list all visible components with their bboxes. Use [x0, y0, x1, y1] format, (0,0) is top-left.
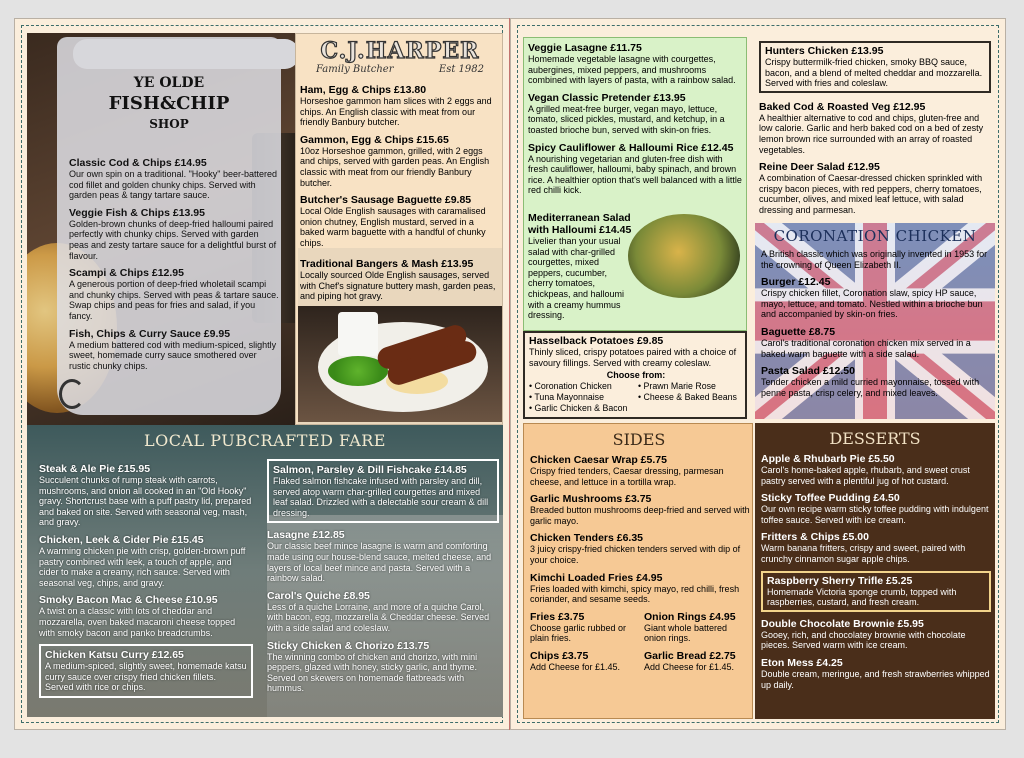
- menu-item: [761, 618, 991, 651]
- item-desc: A grilled meat-free burger, vegan mayo, lettuce, tomato, sliced pickles, mustard, and ketchup, in a toasted brioche bun, served with skin-on fries.: [528, 103, 725, 135]
- item-name: Onion Rings £4.95: [644, 610, 736, 623]
- coronation-title: CORONATION CHICKEN: [773, 227, 977, 245]
- menu-item: [761, 531, 991, 564]
- item-desc: A warming chicken pie with crisp, golden-brown puff pastry combined with leek, a touch of apple, and cider to make a creamy, rich sauce. Served with seasonal veg, chips, and gravy.: [39, 545, 246, 588]
- item-desc: Homemade Victoria sponge crumb, topped with raspberries, custard, and fresh cream.: [767, 586, 957, 608]
- sides-title: SIDES: [612, 430, 666, 449]
- item-name: Butcher's Sausage Baguette £9.85: [300, 194, 472, 207]
- item-desc: Add Cheese for £1.45.: [530, 661, 621, 672]
- menu-item: [761, 276, 991, 320]
- menu-item: [528, 42, 744, 86]
- item-desc: Carol's traditional coronation chicken mix served in a baked warm baguette with a side salad.: [761, 337, 971, 359]
- item-desc: Fries loaded with kimchi, spicy mayo, red chilli, fresh coriander, and sesame seeds.: [530, 583, 740, 605]
- salad-item: [528, 212, 632, 321]
- desserts-panel: [755, 423, 995, 719]
- item-name: Lasagne £12.85: [267, 529, 345, 542]
- left-page: [14, 18, 510, 730]
- menu-item: [759, 101, 991, 155]
- item-name: Baguette £8.75: [761, 325, 836, 338]
- right-page: [510, 18, 1006, 730]
- menu-item: [530, 493, 750, 526]
- choose-label: Choose from:: [606, 370, 666, 381]
- item-name: Chips £3.75: [530, 649, 589, 662]
- fish-chip-title-1: YE OLDE: [133, 75, 205, 91]
- sides-pair: [530, 650, 750, 673]
- menu-item: [69, 207, 279, 261]
- item-desc: Flaked salmon fishcake infused with parsley and dill, served atop warm char-grilled courgettes and mixed leaf salad. Drizzled with a delectable sour cream & dill dressing.: [273, 476, 489, 518]
- item-name: Hunters Chicken £13.95: [765, 45, 884, 57]
- menu-item: [39, 463, 253, 528]
- item-name: Kimchi Loaded Fries £4.95: [530, 571, 663, 584]
- menu-item: [530, 454, 750, 487]
- item-desc: A healthier alternative to cod and chips, gluten-free and low calorie. Garlic and herb baked cod on a bed of zesty lemon brown rice surrounded with an array of roasted vegetables.: [759, 112, 984, 155]
- fish-chip-list: [69, 157, 279, 377]
- menu-item: [69, 157, 279, 201]
- item-name: Spicy Cauliflower & Halloumi Rice £12.45: [528, 141, 734, 154]
- item-desc: A combination of Caesar-dressed chicken sprinkled with crispy bacon pieces, with red peppers, cherry tomatoes, cucumber, olives, and mixed leaf lettuce, with salad dressing and parmesan.: [759, 173, 983, 215]
- harper-list: [300, 84, 500, 255]
- option: • Garlic Chicken & Bacon: [529, 403, 634, 414]
- menu-item: [300, 194, 500, 248]
- logo-est: Est 1982: [438, 64, 484, 75]
- item-name: Garlic Mushrooms £3.75: [530, 493, 652, 506]
- item-name: Ham, Egg & Chips £13.80: [300, 84, 427, 96]
- menu-item: [530, 572, 750, 605]
- menu-item: [761, 657, 991, 690]
- item-name: Classic Cod & Chips £14.95: [69, 157, 207, 169]
- menu-item: [39, 594, 253, 638]
- sides-panel: [523, 423, 753, 719]
- item-name: Apple & Rhubarb Pie £5.50: [761, 453, 895, 465]
- item-desc: A nourishing vegetarian and gluten-free dish with fresh cauliflower, halloumi, baby spinach, and brown rice. A healthier option that's well balanced with a little red chilli kick.: [528, 153, 742, 196]
- pub-col-left: [39, 463, 253, 704]
- item-name: Veggie Lasagne £11.75: [528, 42, 642, 54]
- pub-panel: [27, 425, 503, 717]
- scroll-curl: [59, 379, 85, 409]
- coronation-panel: [755, 223, 995, 419]
- item-desc: Tender chicken a mild curried mayonnaise, tossed with penne pasta, crisp celery, and mixed leaves.: [761, 377, 980, 398]
- item-name: Gammon, Egg & Chips £15.65: [300, 133, 449, 146]
- fishcake-feature: [267, 459, 499, 523]
- item-desc: 10oz Horseshoe gammon, grilled, with 2 eggs and chips, served with garden peas. An English classic with meat from our friendly Banbury butcher.: [300, 145, 490, 188]
- harper-logo: [302, 38, 498, 80]
- item-name: Smoky Bacon Mac & Cheese £10.95: [39, 594, 218, 607]
- scroll-top: [73, 39, 295, 69]
- item-name: Chicken, Leek & Cider Pie £15.45: [39, 533, 204, 546]
- item-desc: A generous portion of deep-fried wholetail scampi and chunky chips. Served with peas & tartare sauce. Swap chips and peas for fries and salad, if you fancy.: [69, 279, 279, 321]
- item-desc: A medium battered cod with medium-spiced, slightly sweet, homemade curry sauce smothered over rustic chunky chips.: [69, 339, 277, 371]
- fish-chip-title-2: FISH&CHIP: [108, 93, 230, 114]
- item-desc: Thinly sliced, crispy potatoes paired with a choice of savoury fillings. Served with creamy coleslaw.: [529, 347, 737, 368]
- menu-item: [39, 534, 253, 588]
- option: • Prawn Marie Rose: [638, 381, 743, 392]
- coronation-list: [761, 249, 991, 404]
- item-desc: Carol's home-baked apple, rhubarb, and sweet crust pastry served with a plentiful jug of hot custard.: [761, 465, 970, 486]
- sides-list: [530, 454, 750, 679]
- item-name: Chicken Caesar Wrap £5.75: [530, 454, 667, 466]
- coronation-intro: A British classic which was originally invented in 1953 for the crowning of Queen Elizabeth II.: [761, 249, 988, 270]
- menu-item: [267, 640, 499, 694]
- item-desc: 3 juicy crispy-fried chicken tenders served with dip of your choice.: [530, 544, 741, 565]
- item-desc: Warm banana fritters, crispy and sweet, paired with crunchy cinnamon sugar apple chips.: [761, 543, 966, 564]
- hasselback-panel: [523, 331, 747, 419]
- item-desc: Local Olde English sausages with caramalised onion chutney, English mustard, served in a baked warm baguette with a handful of chunky chips.: [300, 206, 486, 248]
- item-name: Double Chocolate Brownie £5.95: [761, 617, 924, 630]
- fish-chip-panel: [27, 33, 295, 425]
- menu-item: [300, 134, 500, 188]
- item-name: Scampi & Chips £12.95: [69, 267, 184, 280]
- item-desc: Choose garlic rubbed or plain fries.: [530, 622, 627, 644]
- grill-panel: [755, 37, 995, 221]
- option: • Coronation Chicken: [529, 381, 634, 392]
- pub-title: LOCAL PUBCRAFTED FARE: [144, 431, 386, 450]
- item-name: Reine Deer Salad £12.95: [759, 161, 880, 174]
- item-desc: Crispy chicken fillet, Coronation slaw, spicy HP sauce, mayo, lettuce, and tomato. Nestled within a brioche bun and accompanied by skin-on fries.: [761, 288, 983, 320]
- item-desc: Succulent chunks of rump steak with carrots, mushrooms, and onion all cooked in an "Old Hooky" gravy. Shortcrust base with a puff pastry lid, prepared and baked on site. Served with seasonal veg, mash, and gravy.: [39, 475, 252, 528]
- bangers-mash-image: [298, 306, 502, 422]
- item-name: Baked Cod & Roasted Veg £12.95: [759, 100, 926, 113]
- grill-list: [759, 41, 991, 221]
- menu-item: [530, 532, 750, 565]
- menu-item: [761, 453, 991, 486]
- item-desc: Our own recipe warm sticky toffee pudding with indulgent toffee sauce. Served with ice cream.: [761, 504, 989, 525]
- menu-item: [267, 529, 499, 583]
- option: • Cheese & Baked Beans: [638, 392, 743, 403]
- item-name: Steak & Ale Pie £15.95: [39, 463, 151, 475]
- fish-chip-title-3: SHOP: [149, 117, 189, 131]
- menu-item: [528, 92, 744, 136]
- item-name: Hasselback Potatoes £9.85: [529, 335, 664, 347]
- item-desc: Crispy buttermilk-fried chicken, smoky BBQ sauce, bacon, and a blend of melted cheddar and mozzarella. Served with fries and coleslaw.: [765, 57, 983, 89]
- item-name: Carol's Quiche £8.95: [267, 589, 370, 602]
- item-desc: Our classic beef mince lasagne is warm and comforting made using our house-blend sauce, melted cheese, and layers of local beef mince and pasta. Served with a rainbow salad.: [267, 541, 492, 584]
- item-desc: Homemade vegetable lasagne with courgettes, aubergines, mixed peppers, and mushrooms combined with layers of pasta, with a rainbow salad.: [528, 54, 736, 86]
- menu-item: [759, 161, 991, 215]
- salad-image: [628, 214, 740, 298]
- menu-item: [761, 365, 991, 398]
- item-desc: Livelier than your usual salad with char-grilled courgettes, mixed peppers, cucumber, cherry tomatoes, chickpeas, and halloumi with a creamy hummus dressing.: [528, 236, 625, 321]
- sides-pair: [530, 611, 750, 644]
- item-name: Fritters & Chips £5.00: [761, 531, 869, 544]
- option: • Tuna Mayonnaise: [529, 392, 634, 403]
- item-desc: Double cream, meringue, and fresh strawberries whipped up daily.: [761, 668, 990, 690]
- item-name: Raspberry Sherry Trifle £5.25: [767, 574, 913, 587]
- item-desc: Horseshoe gammon ham slices with 2 eggs and chips. An English classic with meat from our friendly Banbury butcher.: [300, 96, 492, 128]
- filling-options: [529, 381, 743, 414]
- item-desc: A medium-spiced, slightly sweet, homemade katsu curry sauce over crispy fried chicken fillets. Served with rice or chips.: [45, 661, 247, 693]
- item-name: Sticky Chicken & Chorizo £13.75: [267, 639, 430, 652]
- item-desc: The winning combo of chicken and chorizo, with mini peppers, glazed with honey, sticky garlic, and thyme. Served on skewers on homemade flatbreads with hummus.: [267, 651, 478, 694]
- menu-item: [69, 328, 279, 372]
- item-name: Mediterranean Salad with Halloumi £14.45: [528, 212, 632, 236]
- item-name: Chicken Tenders £6.35: [530, 532, 644, 545]
- menu-item: [528, 142, 744, 196]
- harper-panel: [295, 33, 503, 425]
- item-name: Fish, Chips & Curry Sauce £9.95: [69, 327, 231, 340]
- trifle-feature: [761, 571, 991, 612]
- item-name: Veggie Fish & Chips £13.95: [69, 206, 205, 219]
- item-name: Fries £3.75: [530, 610, 585, 623]
- veg-panel: [523, 37, 747, 331]
- item-name: Chicken Katsu Curry £12.65: [45, 649, 184, 662]
- item-desc: A twist on a classic with lots of cheddar and mozzarella, oven baked macaroni cheese topped with smoky bacon and panko breadcrumbs.: [39, 606, 236, 638]
- hunters-feature: [759, 41, 991, 93]
- pub-col-right: [267, 459, 499, 700]
- veg-list: [528, 42, 744, 202]
- menu-item: [761, 326, 991, 359]
- bangers-feature: [298, 248, 502, 424]
- menu-item: [644, 611, 750, 644]
- menu-item: [300, 84, 500, 128]
- item-name: Vegan Classic Pretender £13.95: [528, 91, 686, 104]
- item-desc: Our own spin on a traditional. "Hooky" beer-battered cod fillet and golden chunky chips. Served with garden peas & tangy tartare sauce.: [69, 169, 278, 201]
- item-desc: Less of a quiche Lorraine, and more of a quiche Carol, with bacon, egg, mozzarella & Cheddar cheese. Served with a side salad and coleslaw.: [267, 601, 490, 633]
- item-name: Eton Mess £4.25: [761, 656, 843, 669]
- item-desc: Crispy fried tenders, Caesar dressing, parmesan cheese, and lettuce in a tortilla wrap.: [530, 466, 724, 487]
- menu-item: [267, 590, 499, 634]
- item-desc: Gooey, rich, and chocolatey brownie with chocolate pieces. Served warm with ice cream.: [761, 629, 966, 651]
- menu-item: [69, 267, 279, 321]
- item-name: Garlic Bread £2.75: [644, 649, 736, 662]
- item-name: Traditional Bangers & Mash £13.95: [300, 258, 474, 270]
- item-name: Pasta Salad £12.50: [761, 365, 855, 378]
- item-desc: Locally sourced Olde English sausages, served with Chef's signature buttery mash, garden peas, and piping hot gravy.: [300, 270, 496, 302]
- desserts-title: DESSERTS: [829, 429, 921, 448]
- item-desc: Giant whole battered onion rings.: [644, 622, 728, 644]
- menu-item: [761, 492, 991, 525]
- logo-sub: Family Butcher: [316, 64, 394, 75]
- menu-item: [530, 611, 636, 644]
- item-name: Sticky Toffee Pudding £4.50: [761, 492, 900, 505]
- item-desc: Add Cheese for £1.45.: [644, 661, 735, 672]
- item-desc: Breaded button mushrooms deep-fried and served with garlic mayo.: [530, 505, 750, 526]
- logo-name: C.J.HARPER: [320, 38, 480, 64]
- item-name: Salmon, Parsley & Dill Fishcake £14.85: [273, 464, 467, 476]
- menu-item: [530, 650, 636, 673]
- menu-item: [644, 650, 750, 673]
- item-desc: Golden-brown chunks of deep-fried halloumi paired perfectly with chunky chips. Served with garden peas and zesty tartare sauce for a delightful burst of flavour.: [69, 218, 277, 261]
- desserts-list: [761, 453, 991, 696]
- katsu-feature: [39, 644, 253, 698]
- item-name: Burger £12.45: [761, 276, 831, 289]
